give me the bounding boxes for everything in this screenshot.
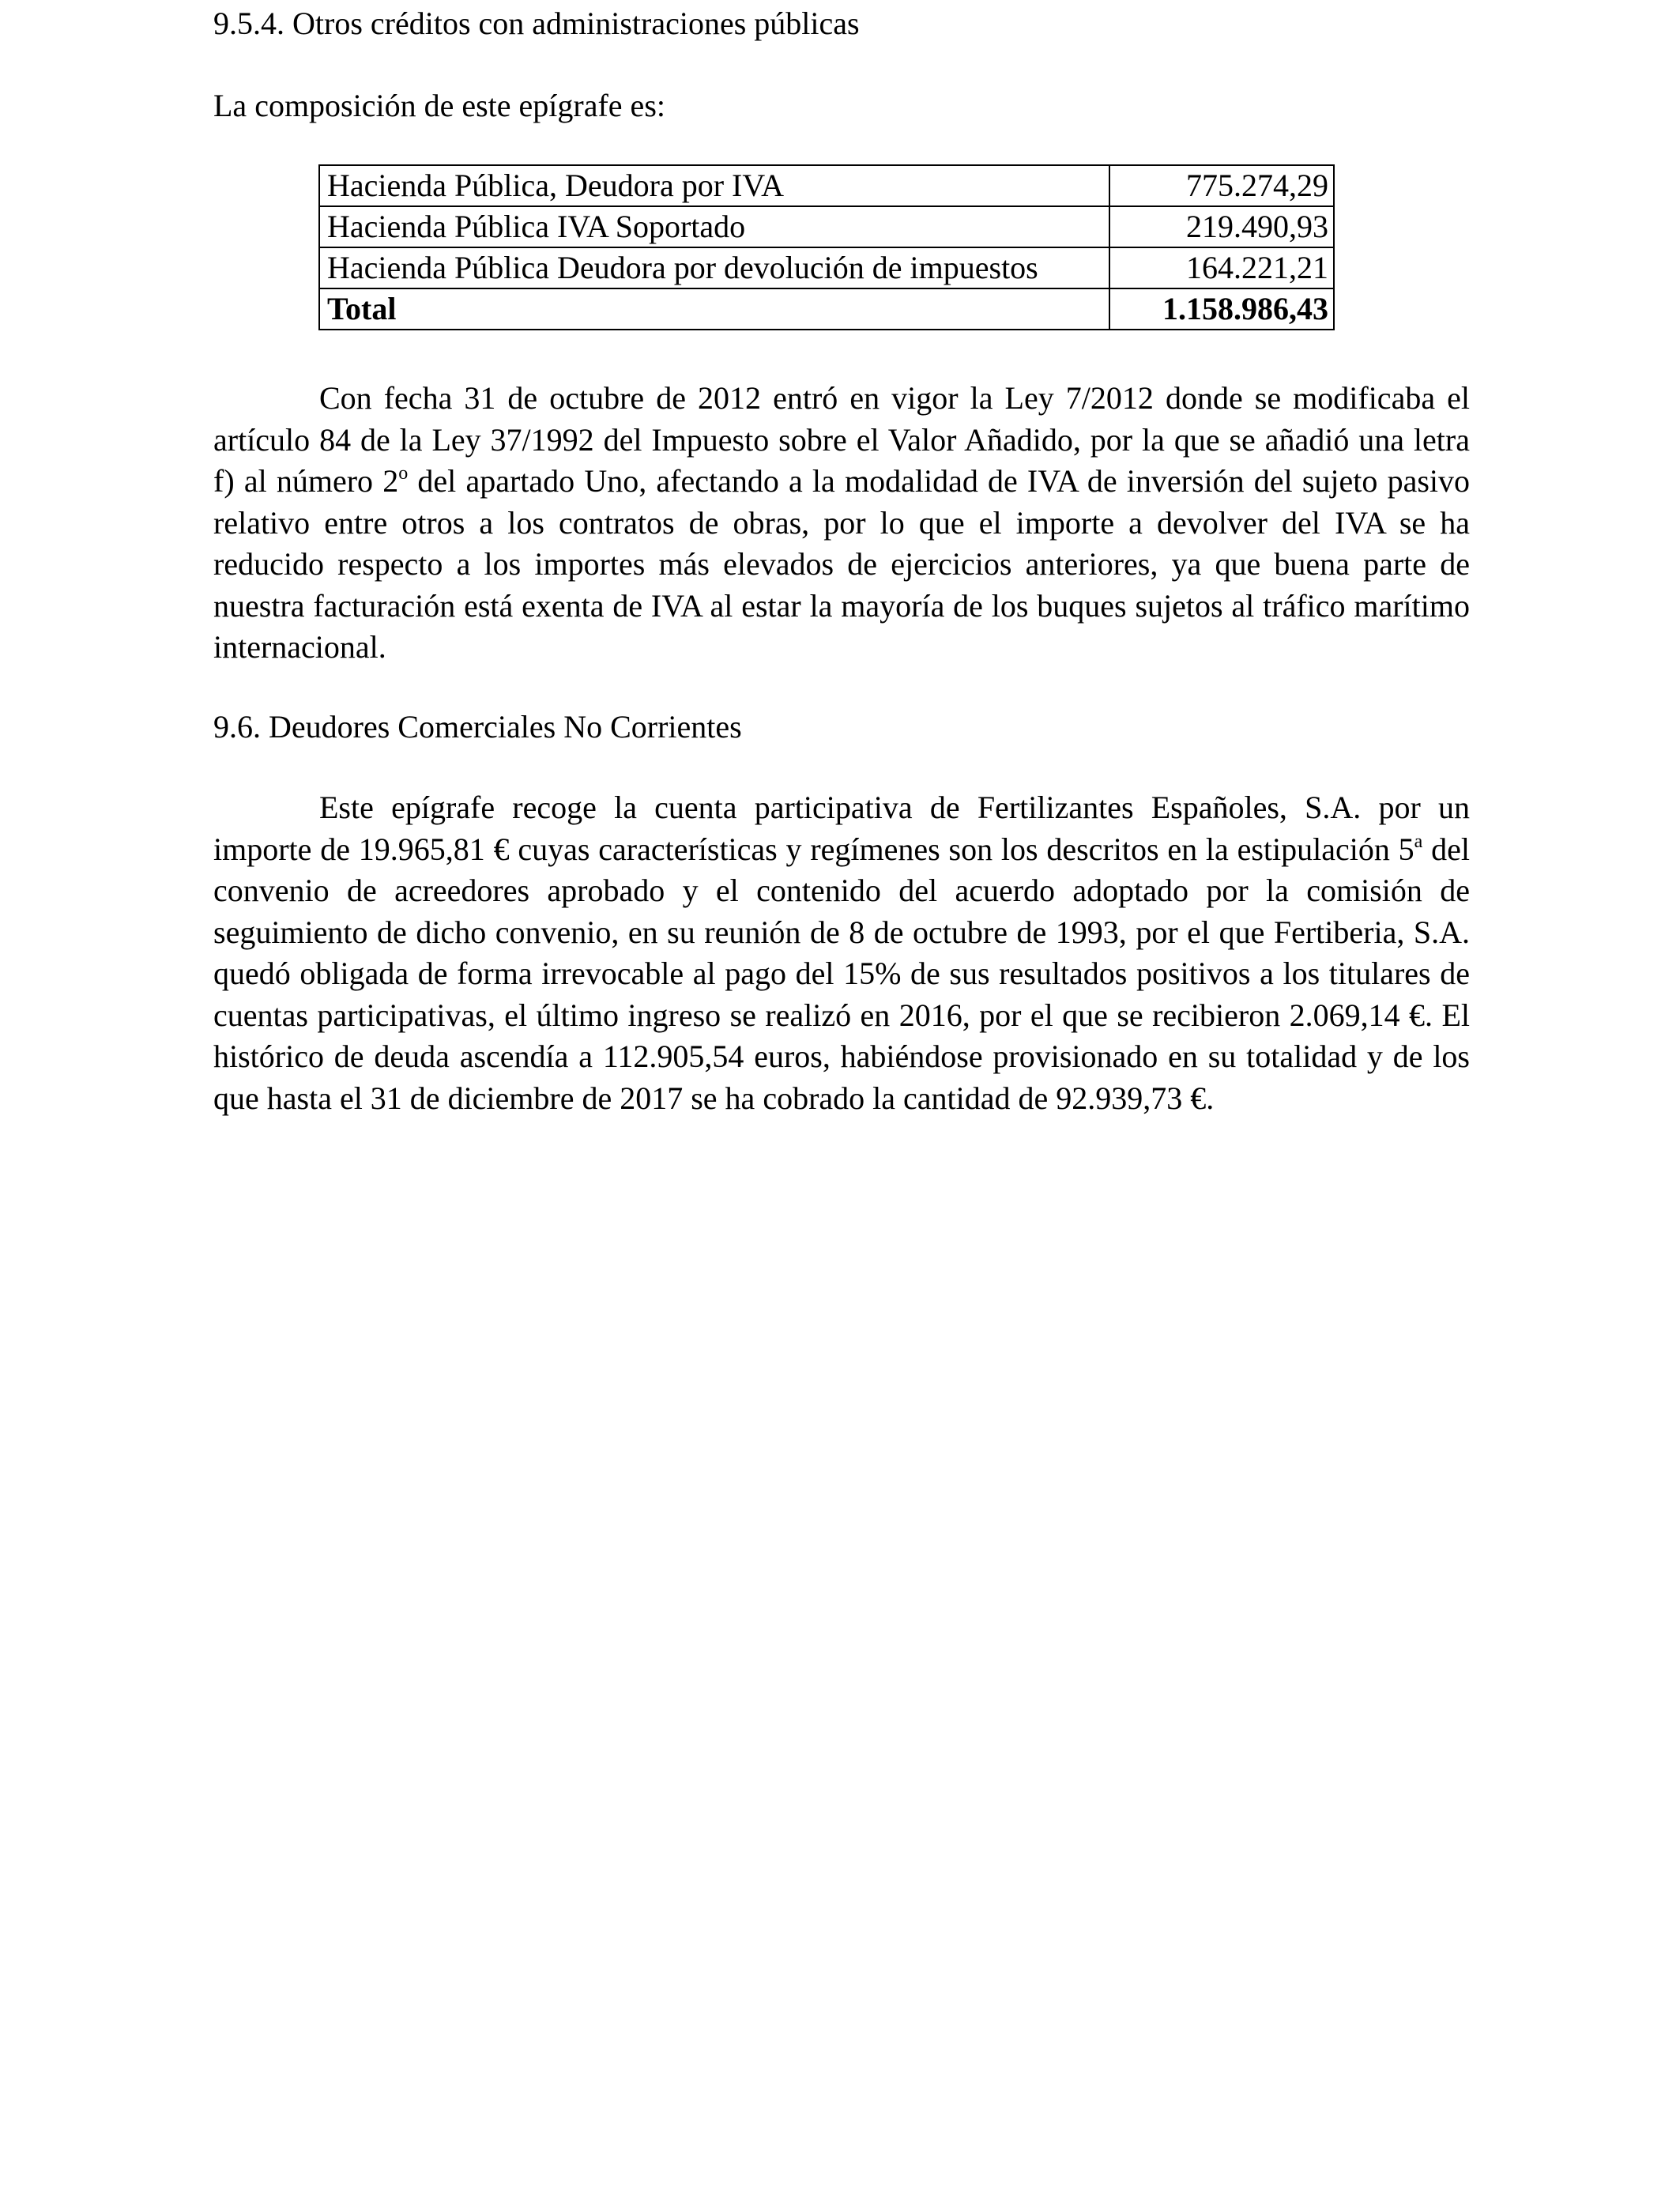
composition-table [318,164,1335,330]
table-row [319,165,1334,206]
paragraph-participative-account [213,787,1470,1119]
superscript: o [398,463,409,484]
intro-text: La composición de este epígrafe es: [213,88,665,123]
table-row [319,247,1334,288]
row-value: 164.221,21 [1109,247,1334,288]
table-row [319,206,1334,247]
superscript: a [1414,831,1423,852]
row-label: Hacienda Pública IVA Soportado [319,206,1109,247]
row-label: Hacienda Pública, Deudora por IVA [319,165,1109,206]
row-value: 219.490,93 [1109,206,1334,247]
section-heading-9-6: 9.6. Deudores Comerciales No Corrientes [213,709,742,745]
paragraph-text: Con fecha 31 de octubre de 2012 entró en vigor la Ley 7/2012 donde se modificaba el artículo 84 de la Ley 37/1992 del Impuesto sobre el Valor Añadido, por la que se añadió una letra f) al número 2 [213,380,1470,499]
table-total-row [319,288,1334,330]
row-value: 775.274,29 [1109,165,1334,206]
total-label: Total [319,288,1109,330]
row-label: Hacienda Pública Deudora por devolución de impuestos [319,247,1109,288]
paragraph-text: Este epígrafe recoge la cuenta participativa de Fertilizantes Españoles, S.A. por un importe de 19.965,81 € cuyas características y regímenes son los descritos en la estipulación 5 [213,790,1470,867]
paragraph-text: del apartado Uno, afectando a la modalidad de IVA de inversión del sujeto pasivo relativo entre otros a los contratos de obras, por lo que el importe a devolver del IVA se ha reducido respecto a los importes más elevados de ejercicios anteriores, ya que buena parte de nuestra facturación está exenta de IVA al estar la mayoría de los buques sujetos al tráfico marítimo internacional. [213,463,1470,665]
paragraph-iva-law [213,378,1470,669]
total-value: 1.158.986,43 [1109,288,1334,330]
section-heading-9-5-4: 9.5.4. Otros créditos con administraciones públicas [213,6,860,41]
paragraph-text: del convenio de acreedores aprobado y el contenido del acuerdo adoptado por la comisión de seguimiento de dicho convenio, en su reunión de 8 de octubre de 1993, por el que Fertiberia, S.A. quedó obligada de forma irrevocable al pago del 15% de sus resultados positivos a los titulares de cuentas participativas, el último ingreso se realizó en 2016, por el que se recibieron 2.069,14 €. El histórico de deuda ascendía a 112.905,54 euros, habiéndose provisionado en su totalidad y de los que hasta el 31 de diciembre de 2017 se ha cobrado la cantidad de 92.939,73 €. [213,831,1470,1116]
